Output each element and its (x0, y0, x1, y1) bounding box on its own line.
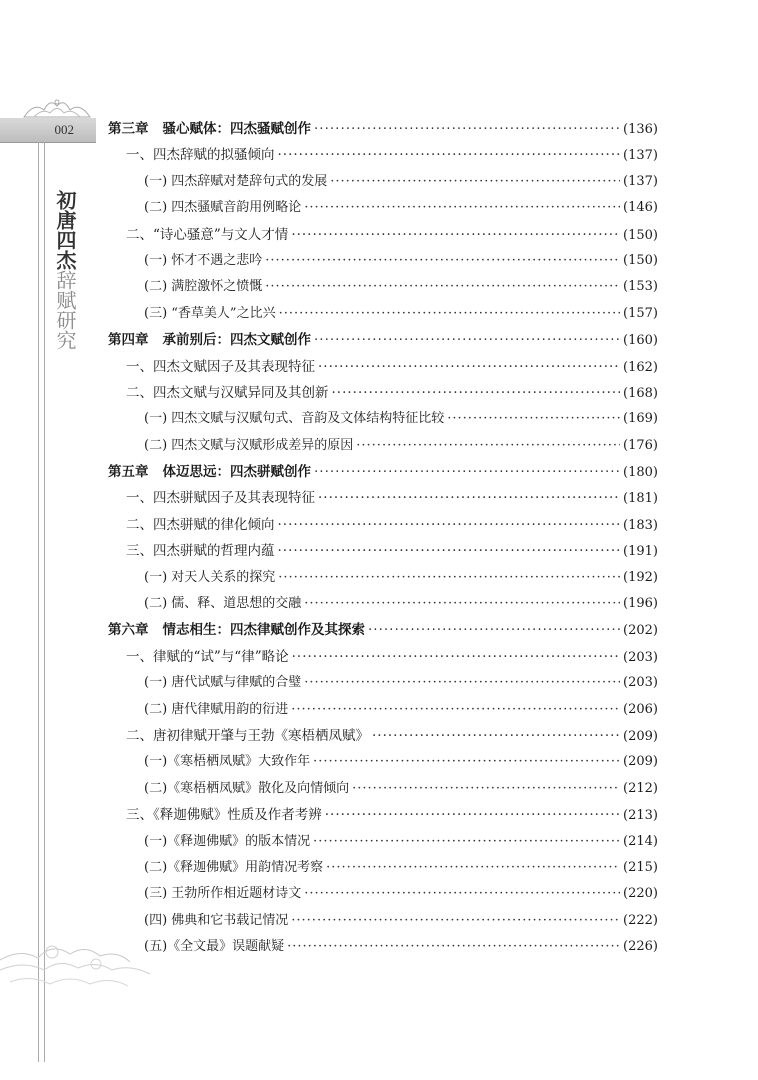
leader-dots (332, 380, 621, 406)
leader-dots (313, 829, 620, 855)
toc-page-number: (212) (623, 780, 658, 796)
toc-entry-text: 一、四杰骈赋因子及其表现特征 (126, 490, 315, 507)
leader-dots (356, 433, 620, 459)
toc-page-number: (209) (623, 754, 658, 770)
toc-page-number: (183) (623, 517, 658, 533)
margin-rule (38, 142, 39, 1062)
book-title-main: 初唐四杰 (53, 190, 77, 270)
toc-entry-title (108, 617, 365, 643)
toc-entry-text: (一) 唐代试赋与律赋的合璧 (144, 675, 302, 691)
toc-page-number: (213) (623, 808, 658, 824)
toc-row[interactable] (108, 802, 658, 828)
toc-row[interactable] (108, 195, 658, 221)
toc-entry-title (126, 354, 315, 380)
toc-entry-title (126, 222, 288, 248)
toc-row[interactable] (108, 829, 658, 855)
margin-rule (44, 142, 45, 1062)
toc-row[interactable] (108, 354, 658, 380)
toc-entry-text: 骚心赋体：四杰骚赋创作 (162, 121, 311, 137)
leader-dots (314, 327, 620, 353)
toc-entry-title (144, 433, 353, 459)
toc-page-number: (176) (623, 437, 658, 453)
toc-page-number: (220) (623, 886, 658, 902)
toc-entry-title (144, 697, 288, 723)
leader-dots (330, 169, 620, 195)
toc-entry-title (126, 142, 275, 168)
toc-entry-text: 二、唐初律赋开肇与王勃《寒梧栖凤赋》 (126, 727, 369, 744)
toc-entry-text: (二) 满腔激怀之愤慨 (144, 279, 263, 295)
toc-page-number: (168) (623, 385, 658, 401)
toc-row[interactable] (108, 776, 658, 802)
toc-page-number: (157) (623, 305, 658, 321)
toc-entry-title (144, 301, 276, 327)
toc-chapter-row[interactable] (108, 617, 658, 643)
toc-entry-text: (一) 对天人关系的探究 (144, 569, 276, 585)
divider (0, 142, 96, 143)
toc-entry-title (144, 248, 262, 274)
leader-dots (368, 617, 620, 643)
toc-row[interactable] (108, 274, 658, 300)
toc-row[interactable] (108, 301, 658, 327)
toc-entry-title (144, 776, 349, 802)
toc-entry-title (126, 485, 315, 511)
toc-entry-title (144, 908, 288, 934)
leader-dots (304, 591, 620, 617)
toc-row[interactable] (108, 908, 658, 934)
toc-entry-text: 承前别后：四杰文赋创作 (162, 332, 311, 349)
toc-row[interactable] (108, 406, 658, 432)
toc-entry-title (144, 591, 301, 617)
toc-entry-text: (一) 四杰文赋与汉赋句式、音韵及文体结构特征比较 (144, 411, 445, 427)
toc-chapter-row[interactable] (108, 459, 658, 485)
toc-entry-text: (四) 佛典和它书载记情况 (144, 912, 289, 928)
toc-entry-text: 二、“诗心骚意”与文人才情 (126, 226, 289, 243)
toc-entry-title (126, 512, 275, 538)
book-title-sub: 辞赋研究 (53, 270, 77, 350)
toc-entry-title (144, 855, 323, 881)
toc-entry-text: (五)《全文最》误题献疑 (144, 939, 285, 955)
leader-dots (265, 248, 620, 274)
toc-page-number: (206) (623, 701, 658, 717)
chapter-number: 第六章 (108, 622, 149, 639)
leader-dots (278, 538, 621, 564)
toc-entry-text: (二)《释迦佛赋》用韵情况考察 (144, 859, 324, 875)
toc-entry-text: 三、四杰骈赋的哲理内蕴 (126, 543, 275, 560)
toc-entry-text: 体迈思远：四杰骈赋创作 (162, 464, 311, 481)
toc-entry-title (144, 169, 327, 195)
leader-dots (313, 749, 620, 775)
toc-row[interactable] (108, 644, 658, 670)
toc-row[interactable] (108, 934, 658, 960)
leader-dots (304, 670, 620, 696)
toc-entry-title (144, 406, 444, 432)
leader-dots (279, 301, 620, 327)
toc-entry-title (144, 195, 301, 221)
toc-row[interactable] (108, 142, 658, 168)
leader-dots (325, 802, 620, 828)
toc-page-number: (202) (623, 623, 658, 639)
toc-row[interactable] (108, 538, 658, 564)
toc-row[interactable] (108, 697, 658, 723)
toc-row[interactable] (108, 749, 658, 775)
lotus-ornament-icon (22, 96, 92, 118)
leader-dots (352, 776, 620, 802)
toc-page-number: (150) (623, 252, 658, 268)
toc-row[interactable] (108, 670, 658, 696)
leader-dots (278, 512, 621, 538)
leader-dots (278, 142, 621, 168)
book-title (47, 190, 75, 350)
chapter-number: 第三章 (108, 121, 149, 137)
toc-page-number: (181) (623, 491, 658, 507)
toc-page-number: (136) (623, 122, 658, 137)
toc-entry-title (108, 116, 311, 142)
toc-row[interactable] (108, 380, 658, 406)
toc-entry-title (126, 723, 369, 749)
toc-page-number: (203) (623, 675, 658, 691)
toc-chapter-row[interactable] (108, 327, 658, 353)
toc-entry-text: (一)《释迦佛赋》的版本情况 (144, 833, 311, 849)
toc-row[interactable] (108, 723, 658, 749)
toc-entry-text: (一) 四杰辞赋对楚辞句式的发展 (144, 173, 328, 189)
chapter-number: 第五章 (108, 464, 149, 481)
toc-row[interactable] (108, 222, 658, 248)
leader-dots (318, 485, 620, 511)
toc-page-number: (196) (623, 596, 658, 612)
toc-row[interactable] (108, 591, 658, 617)
toc-page-number: (137) (623, 148, 658, 164)
leader-dots (287, 934, 620, 960)
toc-entry-title (144, 749, 310, 775)
toc-page-number: (191) (623, 544, 658, 560)
toc-entry-title (126, 644, 289, 670)
toc-page-number: (162) (623, 359, 658, 375)
toc-entry-title (144, 934, 284, 960)
toc-entry-title (108, 459, 311, 485)
toc-row[interactable] (108, 433, 658, 459)
toc-entry-text: (三) 王勃所作相近题材诗文 (144, 886, 302, 902)
leader-dots (292, 644, 620, 670)
leader-dots (314, 116, 620, 142)
leader-dots (291, 697, 620, 723)
toc-page-number: (214) (623, 833, 658, 849)
toc-page-number: (222) (623, 912, 658, 928)
leader-dots (291, 222, 620, 248)
toc-row[interactable] (108, 169, 658, 195)
toc-row[interactable] (108, 565, 658, 591)
toc-row[interactable] (108, 485, 658, 511)
toc-chapter-row[interactable] (108, 116, 658, 142)
toc-entry-title (126, 538, 275, 564)
toc-entry-text: (一)《寒梧栖凤赋》大致作年 (144, 754, 311, 770)
leader-dots (326, 855, 620, 881)
toc-entry-title (144, 829, 310, 855)
toc-entry-title (108, 327, 311, 353)
toc-entry-text: (二)《寒梧栖凤赋》散化及向情倾向 (144, 780, 350, 796)
toc-entry-text: 一、律赋的“试”与“律”略论 (126, 648, 289, 665)
toc-entry-text: 二、四杰文赋与汉赋异同及其创新 (126, 384, 329, 401)
leader-dots (291, 908, 620, 934)
leader-dots (304, 881, 620, 907)
toc-entry-text: 一、四杰文赋因子及其表现特征 (126, 358, 315, 375)
table-of-contents (108, 116, 658, 961)
toc-entry-text: 一、四杰辞赋的拟骚倾向 (126, 147, 275, 164)
toc-entry-text: (一) 怀才不遇之悲吟 (144, 252, 263, 268)
toc-page-number: (137) (623, 173, 658, 189)
toc-entry-text: (二) 唐代律赋用韵的衍进 (144, 701, 289, 717)
toc-page-number: (215) (623, 859, 658, 875)
leader-dots (372, 723, 620, 749)
chapter-number: 第四章 (108, 332, 149, 349)
toc-entry-title (126, 802, 322, 828)
toc-page-number: (226) (623, 939, 658, 955)
toc-row[interactable] (108, 855, 658, 881)
toc-entry-title (144, 274, 262, 300)
leader-dots (265, 274, 620, 300)
toc-page-number: (209) (623, 728, 658, 744)
toc-row[interactable] (108, 248, 658, 274)
toc-entry-text: 情志相生：四杰律赋创作及其探索 (162, 622, 365, 639)
leader-dots (304, 195, 620, 221)
toc-row[interactable] (108, 881, 658, 907)
leader-dots (278, 565, 620, 591)
toc-page-number: (203) (623, 649, 658, 665)
toc-page-number: (150) (623, 227, 658, 243)
toc-entry-title (144, 881, 301, 907)
leader-dots (314, 459, 620, 485)
page-number: 002 (0, 118, 96, 142)
toc-entry-title (126, 380, 329, 406)
toc-entry-text: 二、四杰骈赋的律化倾向 (126, 516, 275, 533)
toc-entry-text: (三) “香草美人”之比兴 (144, 305, 276, 321)
toc-entry-text: 三、《释迦佛赋》性质及作者考辨 (126, 807, 322, 824)
toc-entry-text: (二) 四杰文赋与汉赋形成差异的原因 (144, 437, 354, 453)
toc-row[interactable] (108, 512, 658, 538)
leader-dots (318, 354, 620, 380)
toc-entry-title (144, 565, 275, 591)
toc-page-number: (153) (623, 279, 658, 295)
leader-dots (447, 406, 620, 432)
toc-page-number: (169) (623, 411, 658, 427)
toc-page-number: (192) (623, 569, 658, 585)
toc-page-number: (180) (623, 465, 658, 481)
toc-entry-text: (二) 儒、释、道思想的交融 (144, 596, 302, 612)
toc-entry-text: (二) 四杰骚赋音韵用例略论 (144, 200, 302, 216)
toc-page-number: (146) (623, 200, 658, 216)
toc-page-number: (160) (623, 333, 658, 349)
toc-entry-title (144, 670, 301, 696)
